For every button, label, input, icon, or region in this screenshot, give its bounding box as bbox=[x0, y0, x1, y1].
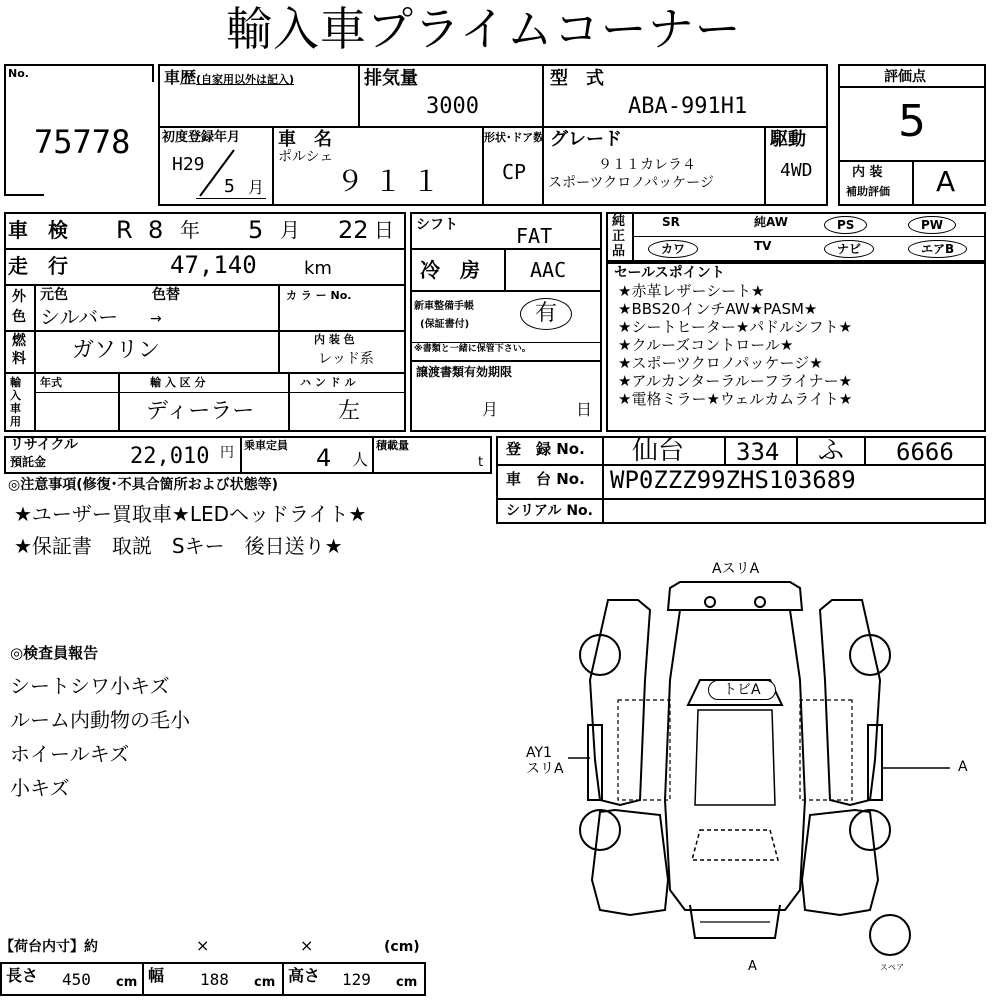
cargo-length-label: 長さ bbox=[6, 966, 39, 985]
equipment-row1-item: PS bbox=[824, 216, 867, 234]
notes-line-1: ★ユーザー買取車★LEDヘッドライト★ bbox=[14, 502, 367, 526]
capacity-label: 乗車定員 bbox=[244, 439, 288, 452]
interior-color-value: レッド系 bbox=[318, 351, 374, 367]
inspection-year-unit: 年 bbox=[180, 218, 200, 242]
headlight-right bbox=[755, 597, 765, 607]
selling-point-line: ★赤革レザーシート★ bbox=[618, 282, 765, 300]
right-front-fender bbox=[820, 600, 880, 805]
left-front-fender bbox=[590, 600, 650, 805]
import-type-value: ディーラー bbox=[146, 399, 255, 424]
equipment-row-1 bbox=[640, 215, 984, 235]
cargo-width: 188 bbox=[200, 970, 229, 989]
inspector-line: ホイールキズ bbox=[10, 742, 130, 766]
fuel-label-2: 料 bbox=[12, 351, 26, 367]
mileage-unit: km bbox=[304, 258, 332, 279]
import-label: 輸入車用 bbox=[10, 376, 21, 428]
first-reg-month-unit: 月 bbox=[248, 178, 265, 197]
fuel-label-1: 燃 bbox=[12, 333, 26, 349]
inspection-day: 22 bbox=[338, 216, 369, 244]
cargo-x2: × bbox=[300, 936, 314, 955]
registration-number: 6666 bbox=[896, 438, 954, 466]
equipment-row2-item: ナビ bbox=[824, 240, 874, 258]
diagram-label-spare: スペア bbox=[880, 963, 904, 972]
recycle-label-2: 預託金 bbox=[10, 455, 47, 469]
recycle-label-1: リサイクル bbox=[10, 437, 79, 453]
lot-label: No. bbox=[8, 67, 29, 80]
equipment-side-label: 純正品 bbox=[612, 214, 626, 259]
diagram-label-top: AスリA bbox=[712, 561, 760, 577]
diagram-label-right: A bbox=[958, 759, 968, 775]
cargo-unit-paren: (cm) bbox=[384, 939, 420, 955]
drive-label: 駆動 bbox=[770, 129, 806, 150]
fuel-value: ガソリン bbox=[72, 338, 161, 363]
wheel-front-right bbox=[850, 635, 890, 675]
rating-value: 5 bbox=[898, 96, 926, 147]
front-bumper bbox=[668, 582, 802, 610]
grade-line2: スポーツクロノパッケージ bbox=[548, 175, 714, 191]
body-type-value: CP bbox=[502, 160, 527, 184]
notes-label: ◎注意事項(修復･不具合箇所および状態等) bbox=[8, 477, 279, 493]
model-code-value: ABA-991H1 bbox=[628, 94, 748, 119]
wheel-front-left bbox=[580, 635, 620, 675]
spare-tire bbox=[870, 915, 910, 955]
cargo-height-label: 高さ bbox=[288, 966, 321, 985]
service-record-label-1: 新車整備手帳 bbox=[414, 301, 474, 312]
lot-number: 75778 bbox=[34, 123, 131, 161]
capacity-value: 4 bbox=[316, 444, 332, 472]
left-rear-fender bbox=[592, 810, 668, 915]
grade-label: グレード bbox=[550, 129, 622, 150]
inspection-label: 車 検 bbox=[8, 218, 68, 242]
aircon-label: 冷 房 bbox=[420, 258, 480, 282]
color-label-1: 外 bbox=[12, 289, 26, 305]
history-note: (自家用以外は記入) bbox=[196, 73, 295, 86]
serial-label: シリアル No. bbox=[506, 503, 593, 519]
selling-point-line: ★スポーツクロノパッケージ★ bbox=[618, 354, 823, 372]
car-name-value: ９１１ bbox=[336, 165, 451, 198]
equipment-row2-item: カワ bbox=[648, 240, 698, 258]
mileage-label: 走 行 bbox=[8, 254, 68, 278]
car-damage-diagram bbox=[520, 560, 980, 980]
color-value: シルバー bbox=[40, 305, 119, 329]
selling-points-label: セールスポイント bbox=[614, 265, 725, 281]
load-unit: t bbox=[478, 455, 484, 470]
diagram-label-bottom: A bbox=[748, 959, 757, 974]
cargo-width-label: 幅 bbox=[148, 966, 165, 985]
equipment-row2-item: エアB bbox=[908, 240, 967, 258]
first-reg-year: H29 bbox=[172, 154, 205, 175]
mileage-value: 47,140 bbox=[170, 251, 257, 279]
interior-rating-sub: 補助評価 bbox=[846, 185, 890, 198]
first-reg-label: 初度登録年月 bbox=[162, 130, 241, 145]
diagram-label-left-2: スリA bbox=[526, 761, 564, 777]
service-record-label-2: (保証書付) bbox=[420, 319, 470, 330]
transfer-label: 譲渡書類有効期限 bbox=[416, 365, 513, 379]
cargo-label: 【荷台内寸】約 bbox=[0, 939, 98, 955]
inspection-month: 5 bbox=[248, 216, 264, 244]
equipment-row-2 bbox=[640, 239, 984, 259]
inspection-era: R bbox=[116, 216, 133, 244]
diagram-label-left-1: AY1 bbox=[526, 745, 552, 761]
service-record-note: ※書類と一緒に保管下さい。 bbox=[414, 344, 531, 354]
equipment-row1-item: PW bbox=[908, 216, 956, 234]
cargo-length-unit: cm bbox=[116, 975, 138, 990]
inspection-month-unit: 月 bbox=[280, 218, 300, 242]
recycle-unit: 円 bbox=[220, 445, 234, 461]
inspector-line: ルーム内動物の毛小 bbox=[10, 708, 190, 732]
import-type-label: 輸 入 区 分 bbox=[150, 376, 206, 389]
inspection-year: 8 bbox=[148, 216, 164, 244]
car-maker: ポルシェ bbox=[278, 149, 334, 165]
inspector-label: ◎検査員報告 bbox=[10, 644, 99, 662]
selling-point-line: ★シートヒーター★パドルシフト★ bbox=[618, 318, 853, 336]
cargo-height-unit: cm bbox=[396, 975, 418, 990]
color-code-label: カ ラ ー No. bbox=[286, 289, 352, 302]
grade-line1: ９１１カレラ４ bbox=[598, 157, 696, 173]
registration-label: 登 録 No. bbox=[506, 440, 585, 458]
interior-rating-value: A bbox=[936, 165, 956, 198]
service-record-value bbox=[520, 298, 572, 330]
interior-color-label: 内 装 色 bbox=[314, 333, 355, 346]
diagram-roof-text: トビA bbox=[723, 682, 761, 698]
registration-kana: ふ bbox=[818, 436, 845, 466]
cargo-length: 450 bbox=[62, 970, 91, 989]
import-year-label: 年式 bbox=[40, 376, 62, 389]
registration-area: 仙台 bbox=[632, 436, 685, 466]
chassis-label: 車 台 No. bbox=[506, 470, 585, 488]
selling-point-line: ★クルーズコントロール★ bbox=[618, 336, 794, 354]
interior-rating-label: 内 装 bbox=[852, 165, 883, 180]
diagram-label-roof bbox=[708, 680, 776, 700]
cargo-x1: × bbox=[196, 936, 210, 955]
inspector-line: シートシワ小キズ bbox=[10, 674, 170, 698]
displacement-label: 排気量 bbox=[364, 68, 418, 89]
equipment-row1-item: 純AW bbox=[754, 215, 788, 229]
inspection-day-unit: 日 bbox=[374, 218, 394, 242]
shift-value: FAT bbox=[516, 224, 553, 248]
capacity-unit: 人 bbox=[352, 450, 369, 469]
car-name-label: 車 名 bbox=[278, 129, 332, 150]
right-rear-fender bbox=[802, 810, 878, 915]
rear-glass bbox=[692, 830, 778, 860]
chassis-value: WP0ZZZ99ZHS103689 bbox=[610, 466, 856, 494]
car-body bbox=[665, 610, 805, 910]
rating-label: 評価点 bbox=[884, 69, 926, 85]
handle-value: 左 bbox=[338, 399, 361, 424]
model-code-label: 型 式 bbox=[550, 68, 604, 89]
shift-label: シフト bbox=[416, 217, 458, 233]
selling-point-line: ★BBS20インチAW★PASM★ bbox=[618, 300, 818, 318]
cargo-height: 129 bbox=[342, 970, 371, 989]
cargo-width-unit: cm bbox=[254, 975, 276, 990]
recycle-value: 22,010 bbox=[130, 444, 210, 469]
change-color-label: 色替 bbox=[152, 287, 180, 303]
history-label-text: 車歴 bbox=[164, 68, 197, 87]
body-type-label: 形状･ドア数 bbox=[484, 131, 545, 144]
transfer-day: 日 bbox=[576, 400, 593, 419]
color-label-2: 色 bbox=[12, 309, 26, 325]
first-reg-month: 5 bbox=[224, 176, 235, 197]
page-title: 輸入車プライムコーナー bbox=[226, 2, 742, 56]
notes-line-2: ★保証書 取説 Sキー 後日送り★ bbox=[14, 534, 343, 558]
service-record-circle: 有 bbox=[520, 298, 572, 330]
drive-value: 4WD bbox=[780, 160, 813, 181]
selling-point-line: ★電格ミラー★ウェルカムライト★ bbox=[618, 390, 853, 408]
inspector-line: 小キズ bbox=[10, 776, 70, 800]
equipment-row2-item: TV bbox=[754, 239, 772, 253]
lot-number-box bbox=[4, 64, 156, 206]
history-label bbox=[164, 70, 294, 86]
headlight-left bbox=[705, 597, 715, 607]
equipment-row1-item: SR bbox=[662, 215, 680, 229]
color-arrow: → bbox=[150, 311, 162, 327]
orig-color-label: 元色 bbox=[40, 287, 68, 303]
transfer-month: 月 bbox=[482, 400, 499, 419]
handle-label: ハ ン ド ル bbox=[300, 376, 356, 389]
roof bbox=[695, 710, 775, 805]
displacement-value: 3000 bbox=[426, 94, 479, 119]
registration-class: 334 bbox=[736, 438, 780, 466]
selling-point-line: ★アルカンターラルーフライナー★ bbox=[618, 372, 853, 390]
aircon-value: AAC bbox=[530, 258, 567, 282]
load-label: 積載量 bbox=[376, 439, 409, 452]
